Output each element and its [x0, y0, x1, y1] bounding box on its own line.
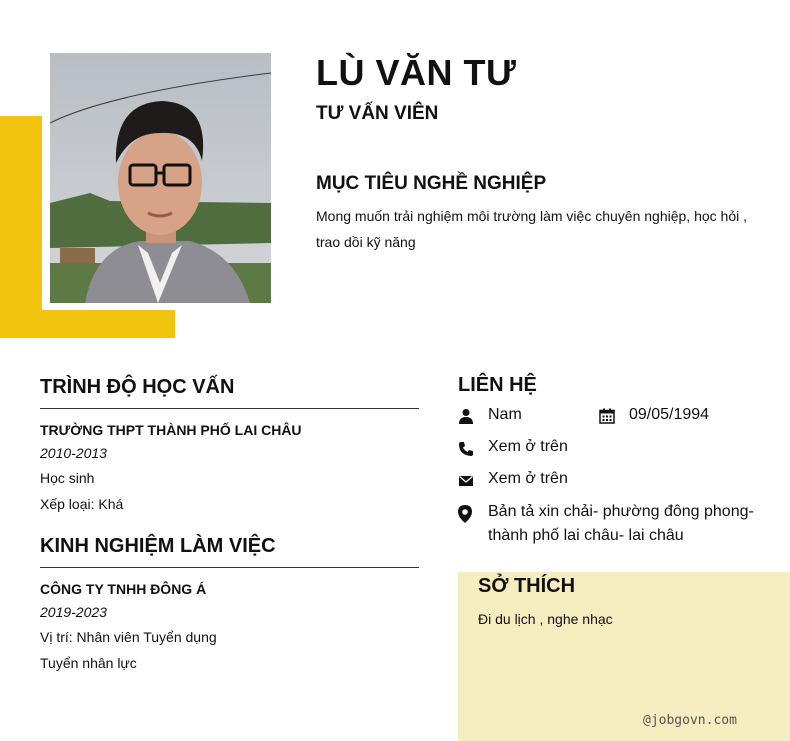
contact-gender: Nam — [488, 406, 522, 423]
contact-address: Bản tả xin chải- phường đông phong- thành phố lai châu- lai châu — [488, 503, 754, 544]
person-icon — [458, 408, 474, 424]
contact-email: Xem ở trên — [488, 470, 568, 487]
phone-icon — [458, 441, 474, 457]
education-divider — [40, 408, 419, 409]
accent-bar — [0, 116, 42, 338]
experience-heading: KINH NGHIỆM LÀM VIỆC — [40, 535, 276, 557]
candidate-name: LÙ VĂN TƯ — [316, 52, 517, 93]
contact-phone: Xem ở trên — [488, 438, 568, 455]
watermark: @jobgovn.com — [643, 713, 737, 728]
contact-birthday: 09/05/1994 — [629, 406, 710, 423]
experience-divider — [40, 567, 419, 568]
experience-period: 2019-2023 — [40, 604, 107, 620]
education-period: 2010-2013 — [40, 445, 107, 461]
education-grade: Xếp loại: Khá — [40, 496, 124, 512]
hobbies-heading: SỞ THÍCH — [478, 575, 576, 597]
hobbies-text: Đi du lịch , nghe nhạc — [478, 611, 613, 627]
objective-text: Mong muốn trải nghiệm môi trường làm việc chuyên nghiệp, học hỏi , trao dồi kỹ năng — [316, 208, 747, 250]
experience-company: CÔNG TY TNHH ĐÔNG Á — [40, 581, 207, 597]
accent-base — [0, 310, 175, 338]
calendar-icon — [599, 408, 615, 424]
experience-task: Tuyển nhân lực — [40, 655, 137, 671]
education-role: Học sinh — [40, 470, 95, 486]
contact-heading: LIÊN HỆ — [458, 374, 537, 396]
location-pin-icon — [457, 504, 473, 524]
experience-position: Vị trí: Nhân viên Tuyển dụng — [40, 629, 217, 645]
profile-photo — [50, 53, 271, 303]
envelope-icon — [458, 473, 474, 489]
hobbies-panel — [458, 572, 790, 741]
job-title: TƯ VẤN VIÊN — [316, 103, 439, 124]
education-school: TRƯỜNG THPT THÀNH PHỐ LAI CHÂU — [40, 422, 302, 438]
education-heading: TRÌNH ĐỘ HỌC VẤN — [40, 376, 235, 398]
objective-heading: MỤC TIÊU NGHỀ NGHIỆP — [316, 173, 547, 194]
